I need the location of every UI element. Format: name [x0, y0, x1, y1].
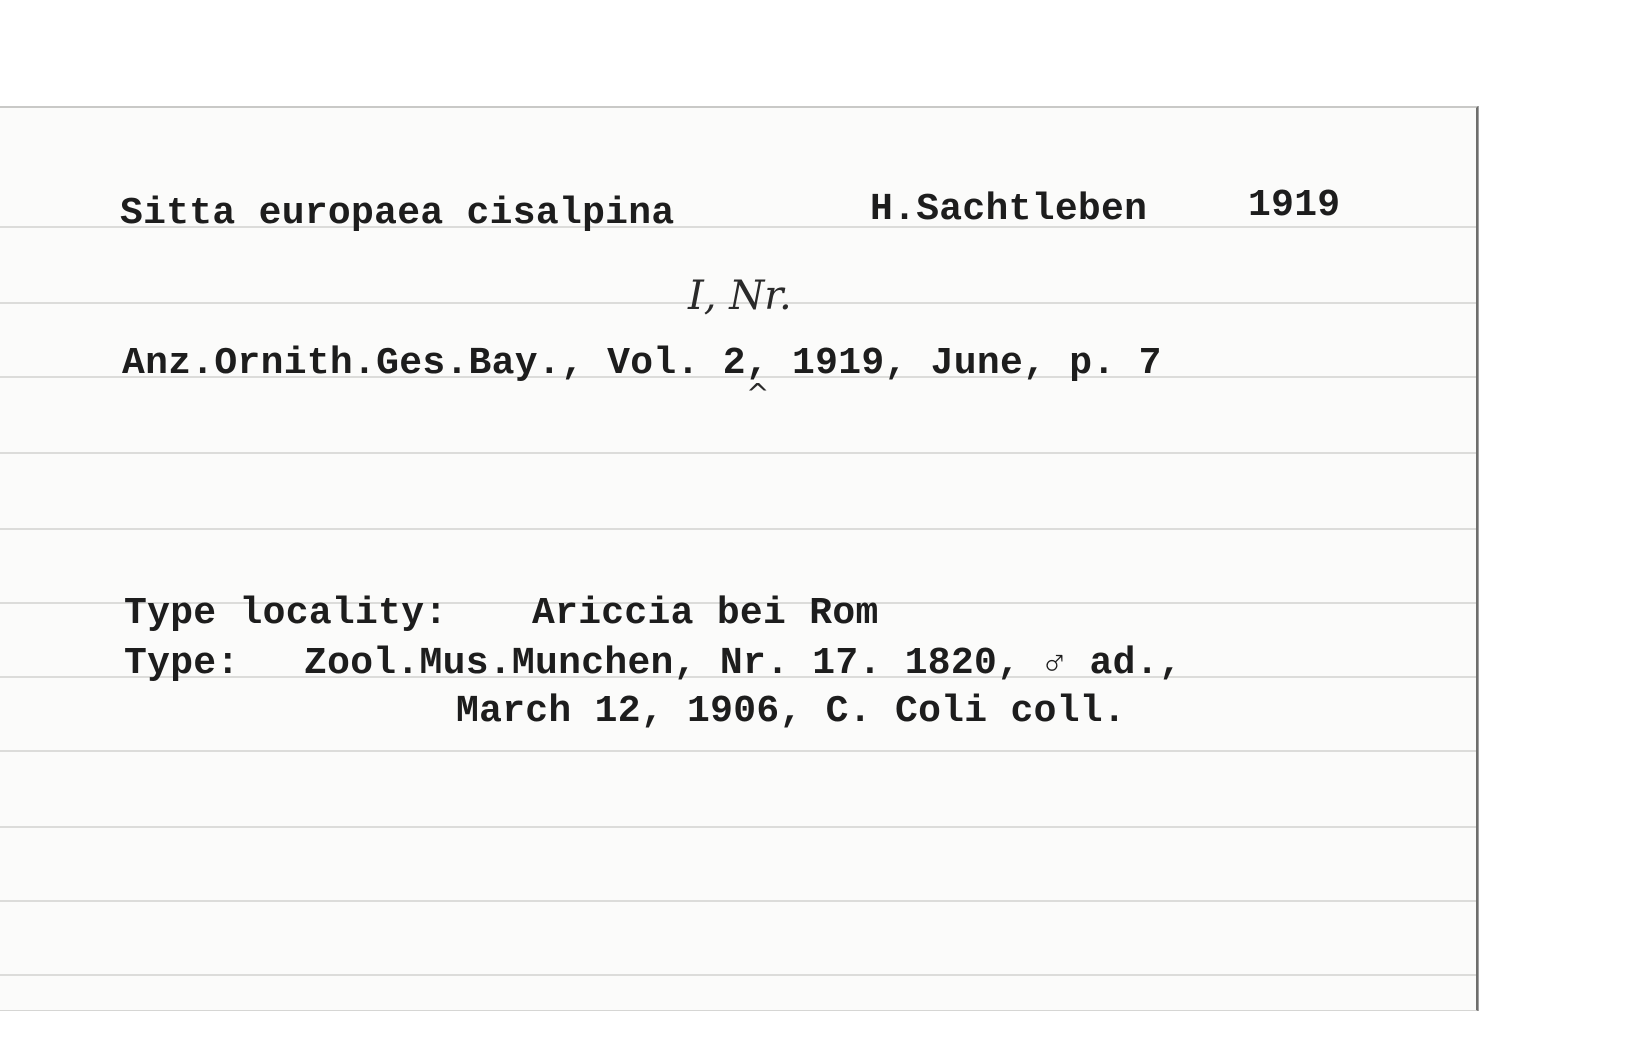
citation: Anz.Ornith.Ges.Bay., Vol. 2, 1919, June, p. 7 — [122, 342, 1162, 385]
ruled-line — [0, 528, 1476, 530]
type-locality-value: Ariccia bei Rom — [532, 592, 879, 635]
ruled-line — [0, 826, 1476, 828]
species-name: Sitta europaea cisalpina — [120, 192, 675, 235]
description-year: 1919 — [1248, 184, 1341, 227]
insertion-caret: ^ — [746, 377, 770, 410]
author-name: H.Sachtleben — [870, 188, 1148, 231]
type-value-line2: March 12, 1906, C. Coli coll. — [456, 690, 1127, 733]
type-value-line1: Zool.Mus.Munchen, Nr. 17. 1820, ♂ ad., — [304, 642, 1182, 685]
index-card — [0, 106, 1478, 1011]
type-locality-label: Type locality: — [124, 592, 448, 635]
ruled-line — [0, 750, 1476, 752]
handwritten-insertion: I, Nr. — [688, 273, 792, 319]
ruled-line — [0, 452, 1476, 454]
ruled-line — [0, 900, 1476, 902]
type-label: Type: — [124, 642, 240, 685]
ruled-line — [0, 974, 1476, 976]
